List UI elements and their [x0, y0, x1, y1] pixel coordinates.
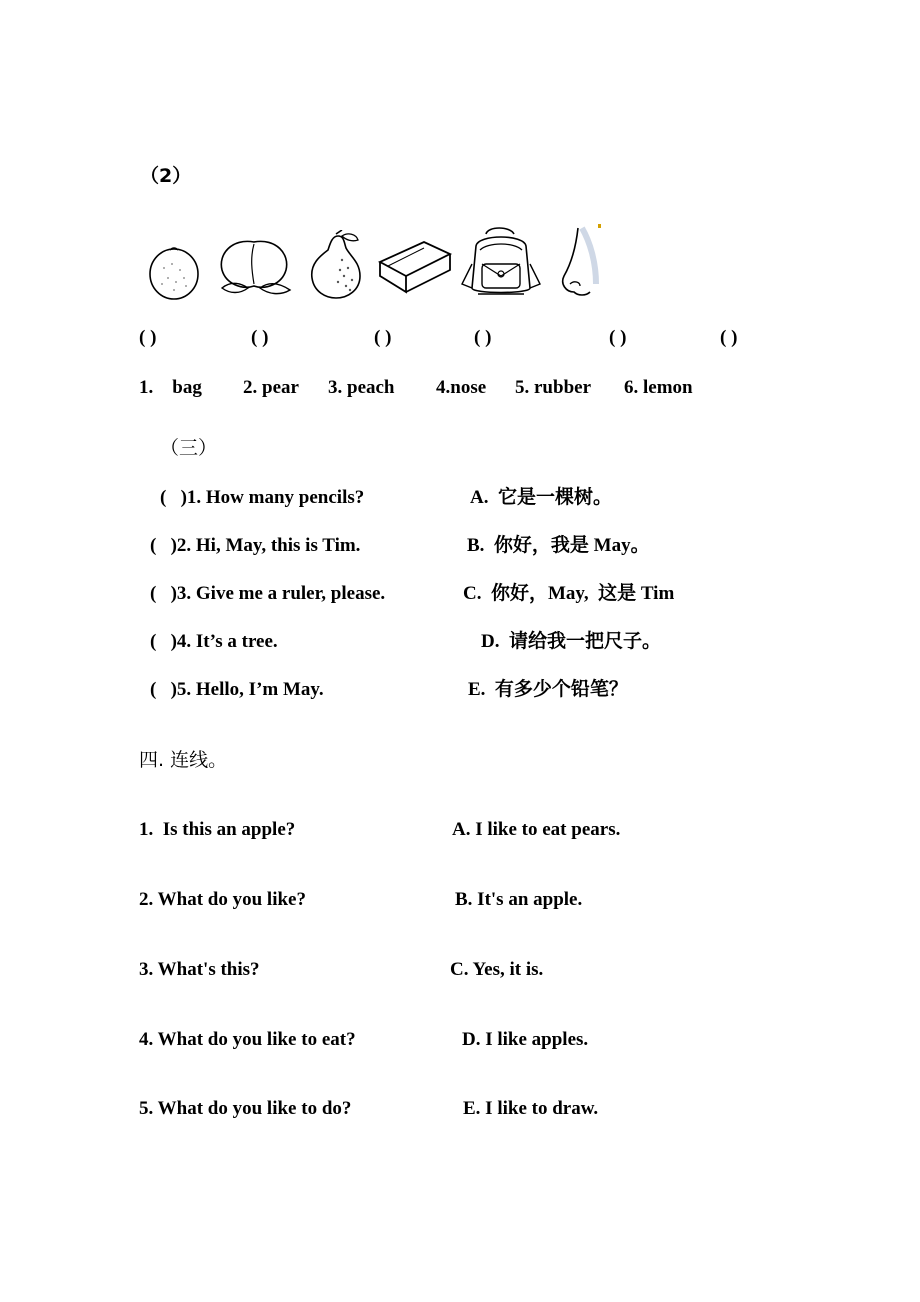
answer-slot-5: ( ) [609, 327, 627, 348]
answer-slot-3: ( ) [374, 327, 392, 348]
line-match-right-b: B. It's an apple. [455, 889, 583, 910]
answer-slot-6: ( ) [720, 327, 738, 348]
question-4: ( )4. It’s a tree. [150, 631, 278, 652]
section-4-heading: 四. 连线。 [139, 749, 228, 771]
line-match-right-c: C. Yes, it is. [450, 959, 544, 980]
pear-icon [306, 230, 364, 300]
answer-slot-4: ( ) [474, 327, 492, 348]
line-match-left-1: 1. Is this an apple? [139, 819, 296, 840]
match-b: B. 你好，我是 May。 [467, 535, 650, 556]
line-match-left-2: 2. What do you like? [139, 889, 306, 910]
word-pear: 2. pear [243, 377, 299, 398]
line-match-left-4: 4. What do you like to eat? [139, 1029, 356, 1050]
section-3-heading: （三） [160, 437, 218, 459]
rubber-icon [374, 236, 454, 296]
bag-icon [458, 224, 544, 300]
match-d: D. 请给我一把尺子。 [481, 631, 661, 652]
lemon-icon [146, 244, 202, 302]
word-lemon: 6. lemon [624, 377, 693, 398]
line-match-right-e: E. I like to draw. [463, 1098, 599, 1119]
word-bag: 1. bag [139, 377, 202, 398]
question-2: ( )2. Hi, May, this is Tim. [150, 535, 361, 556]
match-c: C. 你好，May, 这是 Tim [463, 583, 675, 604]
match-e: E. 有多少个铅笔？ [468, 679, 628, 700]
question-5: ( )5. Hello, I’m May. [150, 679, 324, 700]
word-rubber: 5. rubber [515, 377, 591, 398]
answer-slot-2: ( ) [251, 327, 269, 348]
match-a: A. 它是一棵树。 [470, 487, 612, 508]
question-1: ( )1. How many pencils? [160, 487, 365, 508]
line-match-left-5: 5. What do you like to do? [139, 1098, 352, 1119]
peach-icon [212, 236, 296, 298]
line-match-right-a: A. I like to eat pears. [452, 819, 621, 840]
section-2-heading: （2） [140, 165, 192, 187]
answer-slot-1: ( ) [139, 327, 157, 348]
line-match-right-d: D. I like apples. [462, 1029, 589, 1050]
line-match-left-3: 3. What's this? [139, 959, 260, 980]
question-3: ( )3. Give me a ruler, please. [150, 583, 386, 604]
nose-icon [556, 222, 606, 300]
word-nose: 4.nose [436, 377, 487, 398]
word-peach: 3. peach [328, 377, 395, 398]
